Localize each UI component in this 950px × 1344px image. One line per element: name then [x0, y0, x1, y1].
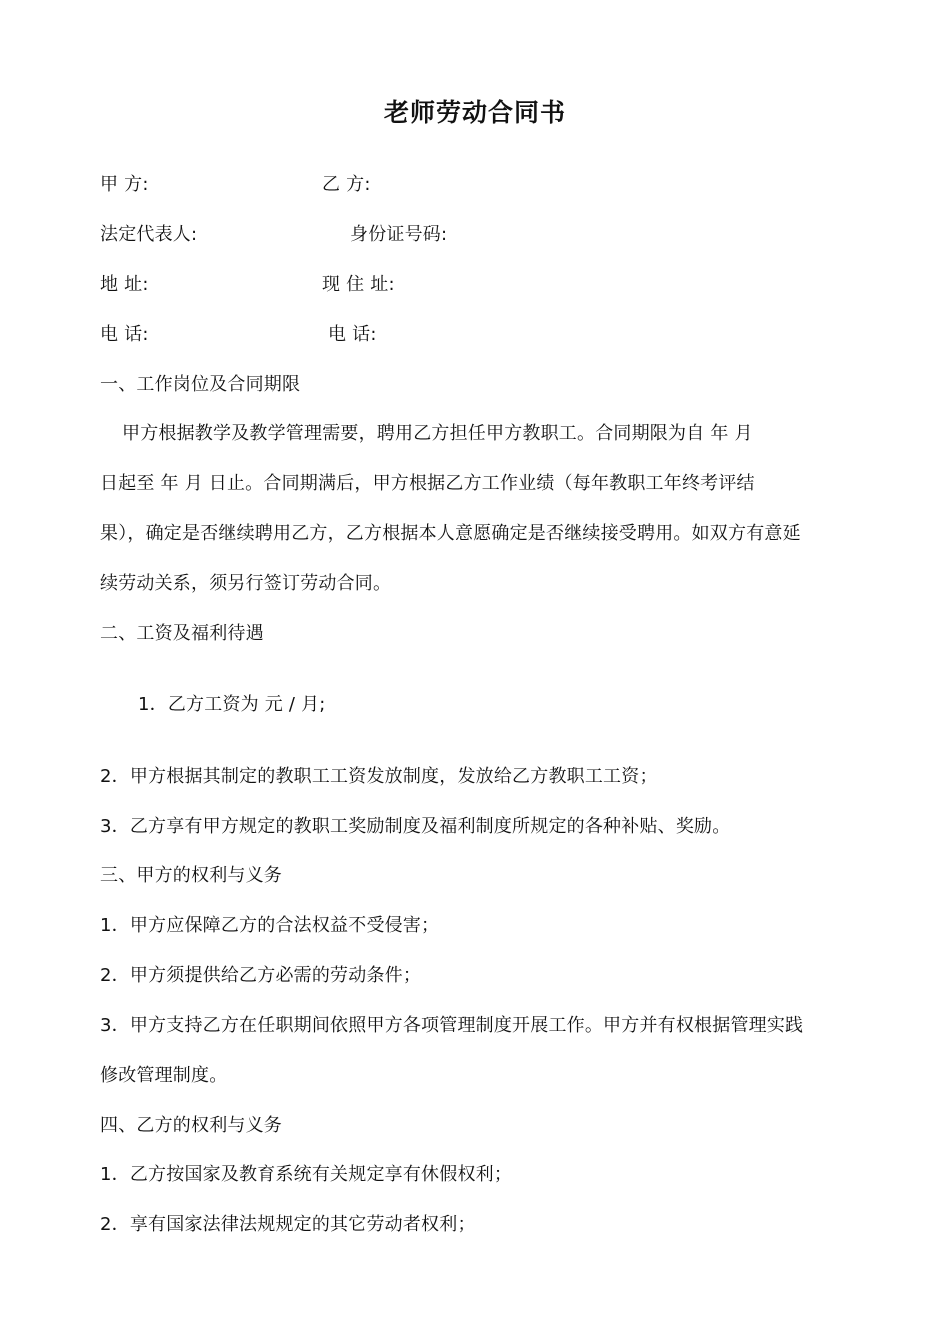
- address-label: 地 址:: [100, 274, 149, 295]
- section1-line: 日起至 年 月 日止。合同期满后，甲方根据乙方工作业绩（每年教职工年终考评结: [100, 473, 755, 494]
- section4-heading: 四、乙方的权利与义务: [100, 1115, 282, 1136]
- section1-line: 果），确定是否继续聘用乙方，乙方根据本人意愿确定是否继续接受聘用。如双方有意延: [100, 523, 801, 544]
- section1-line: 续劳动关系，须另行签订劳动合同。: [100, 573, 392, 594]
- party-b-label: 乙 方:: [322, 174, 371, 195]
- salary-item: 1．乙方工资为 元 / 月;: [138, 694, 326, 715]
- legal-representative-label: 法定代表人:: [100, 224, 198, 245]
- section2-heading: 二、工资及福利待遇: [100, 623, 264, 644]
- phone-b-label: 电 话:: [328, 324, 377, 345]
- id-number-label: 身份证号码:: [350, 224, 448, 245]
- employer-duty-item: 2．甲方须提供给乙方必需的劳动条件；: [100, 965, 422, 986]
- phone-a-label: 电 话:: [100, 324, 149, 345]
- employer-duty-item: 1．甲方应保障乙方的合法权益不受侵害；: [100, 915, 440, 936]
- section3-heading: 三、甲方的权利与义务: [100, 865, 282, 886]
- employee-right-item: 2．享有国家法律法规规定的其它劳动者权利；: [100, 1214, 476, 1235]
- employer-duty-item-continued: 修改管理制度。: [100, 1065, 228, 1086]
- employee-right-item: 1．乙方按国家及教育系统有关规定享有休假权利；: [100, 1164, 513, 1185]
- document-title: 老师劳动合同书: [383, 98, 566, 127]
- section1-line: 甲方根据教学及教学管理需要，聘用乙方担任甲方教职工。合同期限为自 年 月: [122, 423, 753, 444]
- salary-payment-item: 2．甲方根据其制定的教职工工资发放制度，发放给乙方教职工工资；: [100, 766, 658, 787]
- benefits-item: 3．乙方享有甲方规定的教职工奖励制度及福利制度所规定的各种补贴、奖励。: [100, 816, 731, 837]
- current-address-label: 现 住 址:: [322, 274, 395, 295]
- employer-duty-item: 3．甲方支持乙方在任职期间依照甲方各项管理制度开展工作。甲方并有权根据管理实践: [100, 1015, 804, 1036]
- party-a-label: 甲 方:: [100, 174, 149, 195]
- section1-heading: 一、工作岗位及合同期限: [100, 374, 301, 395]
